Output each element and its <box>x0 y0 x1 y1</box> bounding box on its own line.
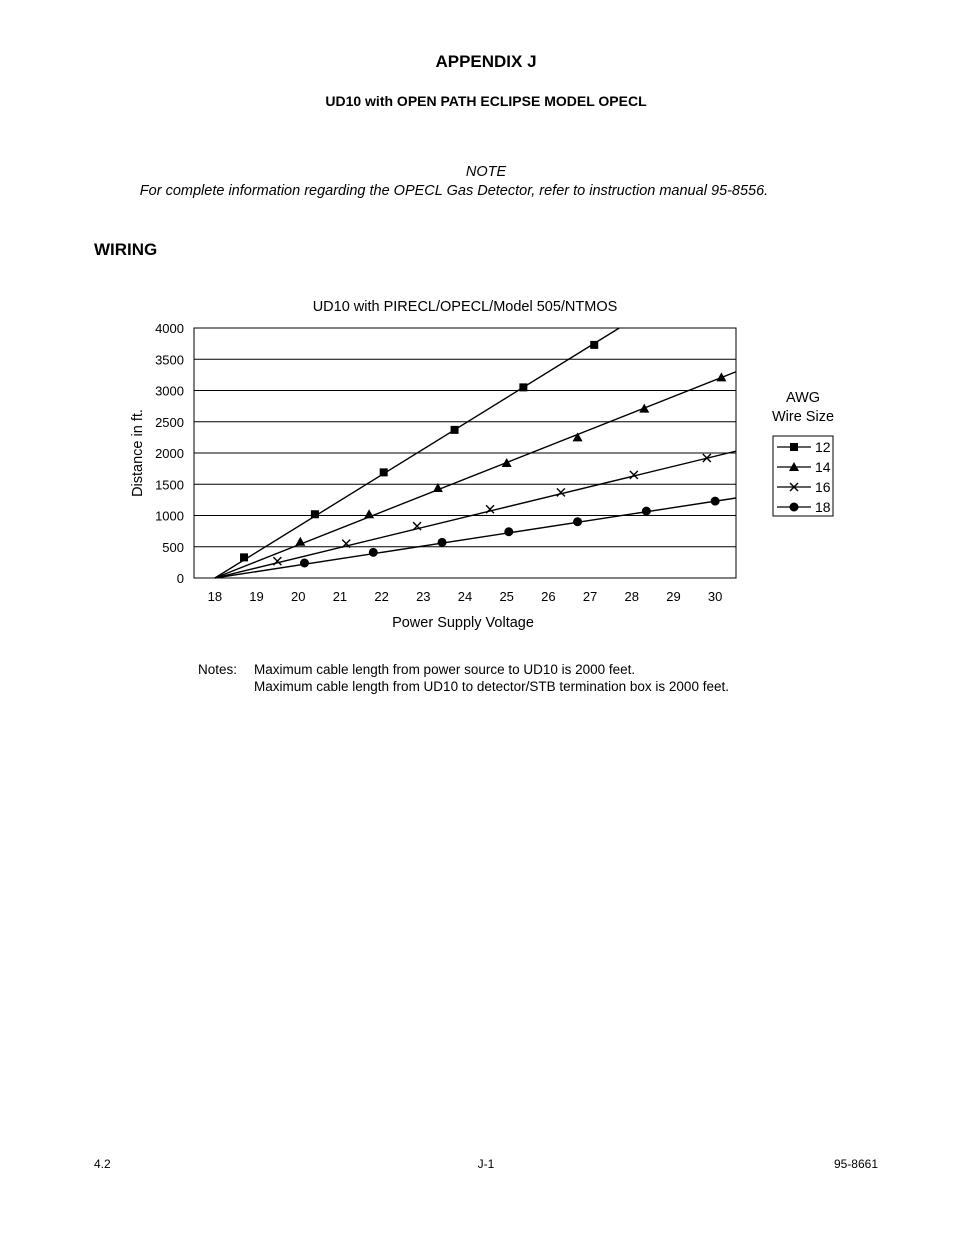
x-tick-label: 27 <box>582 589 598 604</box>
data-point-awg-12 <box>451 426 459 434</box>
y-tick-label: 2500 <box>155 414 184 430</box>
y-tick-label: 0 <box>176 571 184 586</box>
note-label: NOTE <box>465 164 507 180</box>
data-point-awg-12 <box>590 341 598 349</box>
footer-revision: 4.2 <box>94 1157 111 1171</box>
x-axis-label: Power Supply Voltage <box>392 615 534 631</box>
data-point-awg-18 <box>642 507 651 516</box>
data-point-awg-18 <box>711 497 720 506</box>
y-axis-tick-labels <box>155 321 184 586</box>
legend-items <box>777 439 831 515</box>
legend-item-awg-16 <box>777 479 831 495</box>
x-tick-label: 19 <box>249 589 264 604</box>
x-tick-label: 28 <box>624 589 640 604</box>
x-tick-label: 22 <box>374 589 389 604</box>
legend-label-awg-12: 12 <box>815 439 831 455</box>
data-point-awg-14 <box>364 509 374 518</box>
x-tick-label: 21 <box>332 589 348 604</box>
x-tick-label: 30 <box>707 589 723 604</box>
legend-label-awg-16: 16 <box>815 479 831 495</box>
y-axis-label: Distance in ft. <box>130 409 146 497</box>
data-point-awg-18 <box>300 559 309 568</box>
x-tick-label: 24 <box>457 589 473 604</box>
data-point-awg-18 <box>438 538 447 547</box>
chart-title: UD10 with PIRECL/OPECL/Model 505/NTMOS <box>312 299 618 315</box>
series-line-awg-18 <box>215 498 736 578</box>
series-line-awg-16 <box>215 451 736 578</box>
legend-marker-awg-12 <box>790 443 798 451</box>
data-point-awg-12 <box>519 383 527 391</box>
legend-title-line2: Wire Size <box>771 409 835 425</box>
data-point-awg-18 <box>573 517 582 526</box>
data-point-awg-16 <box>486 505 494 513</box>
legend-label-awg-14: 14 <box>815 459 831 475</box>
data-point-awg-12 <box>380 468 388 476</box>
series-awg-16 <box>215 451 736 578</box>
footer-document-number: 95-8661 <box>833 1157 878 1171</box>
page-title: APPENDIX J <box>435 52 537 71</box>
x-axis-tick-labels <box>208 589 723 604</box>
x-tick-label: 26 <box>541 589 556 604</box>
data-point-awg-18 <box>504 527 513 536</box>
legend-label-awg-18: 18 <box>815 499 831 515</box>
x-tick-label: 20 <box>290 589 306 604</box>
data-point-awg-14 <box>639 404 649 413</box>
y-tick-label: 3500 <box>155 352 184 368</box>
data-point-awg-12 <box>311 510 319 518</box>
x-tick-label: 25 <box>499 589 514 604</box>
series-awg-18 <box>215 497 736 578</box>
x-tick-label: 29 <box>666 589 681 604</box>
data-point-awg-16 <box>273 557 281 565</box>
y-tick-label: 500 <box>162 539 184 555</box>
data-point-awg-14 <box>295 537 305 546</box>
y-tick-label: 1000 <box>155 508 184 524</box>
y-tick-label: 3000 <box>155 383 184 399</box>
y-tick-label: 2000 <box>155 446 184 461</box>
legend-title-line1: AWG <box>785 390 821 406</box>
x-tick-label: 23 <box>416 589 431 604</box>
data-point-awg-14 <box>502 458 512 467</box>
x-tick-label: 18 <box>207 589 223 604</box>
footer-page-number: J-1 <box>477 1157 495 1171</box>
notes-line-1: Maximum cable length from power source to UD10 is 2000 feet. <box>254 662 636 677</box>
notes-label: Notes: <box>198 662 238 677</box>
legend-item-awg-18 <box>777 499 831 515</box>
legend-item-awg-14 <box>777 459 831 475</box>
data-point-awg-12 <box>240 553 248 561</box>
y-tick-label: 4000 <box>155 321 184 336</box>
note-text: For complete information regarding the OPECL Gas Detector, refer to instruction manual 95-8556. <box>139 183 769 199</box>
page-subtitle: UD10 with OPEN PATH ECLIPSE MODEL OPECL <box>325 93 647 109</box>
y-tick-label: 1500 <box>155 477 184 493</box>
data-point-awg-18 <box>369 548 378 557</box>
notes-line-2: Maximum cable length from UD10 to detector/STB termination box is 2000 feet. <box>254 679 729 694</box>
legend-item-awg-12 <box>777 439 831 455</box>
legend-marker-awg-18 <box>790 503 799 512</box>
section-heading-wiring: WIRING <box>94 240 158 259</box>
